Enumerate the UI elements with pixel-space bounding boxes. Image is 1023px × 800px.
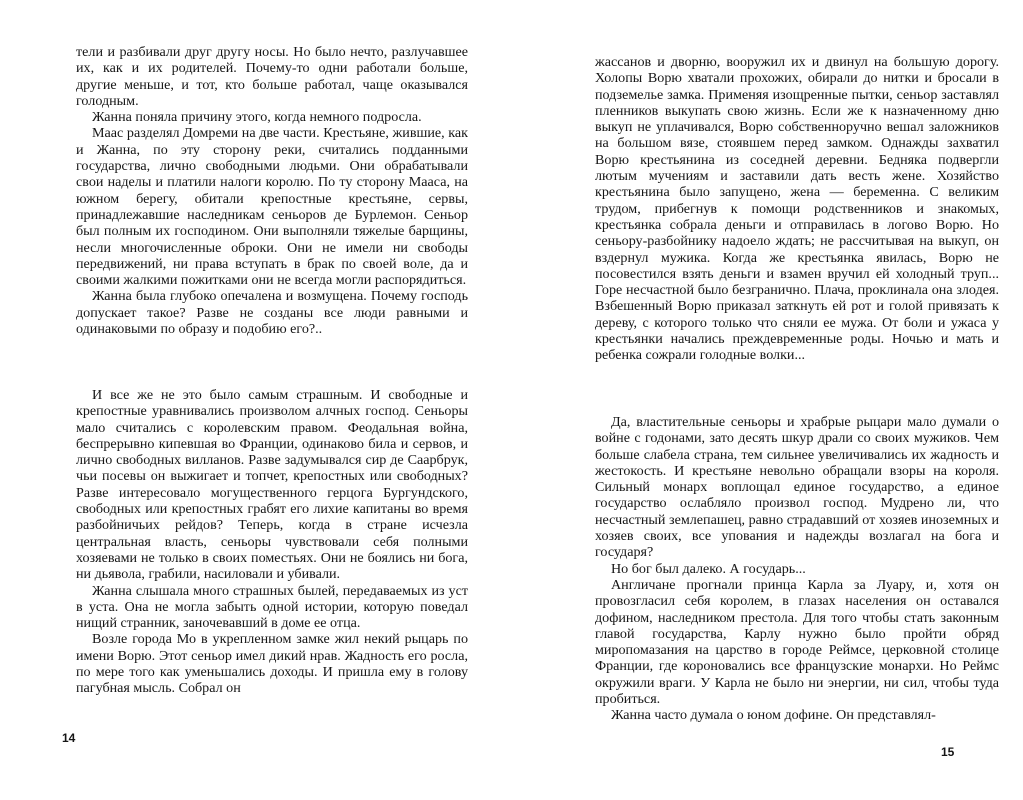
paragraph: Жанна часто думала о юном дофине. Он представлял-	[611, 707, 936, 724]
paragraph: Но бог был далеко. А государь...	[611, 560, 806, 577]
right-page	[511, 0, 1023, 800]
paragraph: Возле города Мо в укрепленном замке жил некий рыцарь по имени Ворю. Этот сеньор имел дикий нрав. Жадность его росла, по мере того как уменьшались доходы. И пришла ему в голову пагубная мысль. Собрал он	[76, 631, 468, 697]
page-number: 15	[941, 745, 955, 759]
paragraph: жассанов и дворню, вооружил их и двинул на большую дорогу. Холопы Ворю хватали прохожих, обирали до нитки и бросали в подземелье замка. Применяя изощренные пытки, сеньор заставлял пленников выкупать свою жизнь. Если же к назначенному дню выкуп не уплачивался, Ворю собственноручно вешал заложников на большом вязе, стоявшем перед замком. Однажды захватил Ворю крестьянина из соседней деревни. Бедняка подвергли лютым мучениям и заставили дать весть жене. Хозяйство крестьянина было запущено, жена — беременна. С великим трудом, прибегнув к помощи родственников и знакомых, крестьянка собрала деньги и отправилась в логово Ворю. Но сеньору-разбойнику надоело ждать; не рассчитывая на выкуп, он вздернул мужика. Когда же крестьянка явилась, Ворю не посовестился взять деньги и взамен вручил ей холодный труп... Горе несчастной было безгранично. Плача, проклинала она злодея. Взбешенный Ворю приказал заткнуть ей рот и голой привязать к дереву, с которого только что сняли ее мужа. От боли и ужаса у крестьянки начались преждевременные роды. Ночью и мать и ребенка сожрали голодные волки...	[595, 54, 999, 364]
right-text-block-2	[595, 414, 999, 724]
paragraph: И все же не это было самым страшным. И свободные и крепостные уравнивались произволом алчных господ. Сеньоры мало считались с королевским правом. Феодальная война, беспрерывно кипевшая во Франции, одинаково била и сервов, и лично свободных вилланов. Разве задумывался сир де Саарбрук, чьи посевы он выжигает и топчет, крепостных или свободных? Разве интересовало могущественного герцога Бургундского, свободных или крепостных грабят его лихие капитаны во время разбойничьих рейдов? Теперь, когда в стране исчезла центральная власть, сеньоры чувствовали себя полными хозяевами не только в своих поместьях. Они не боялись ни бога, ни дьявола, грабили, насиловали и убивали.	[76, 387, 468, 583]
paragraph: Да, властительные сеньоры и храбрые рыцари мало думали о войне с годонами, зато десять шкур драли со своих мужиков. Чем больше слабела страна, тем сильнее увеличивались их жадность и жестокость. И крестьяне невольно обращали взоры на короля. Сильный монарх воплощал единое государство, а единое государство ослабляло произвол господ. Мудрено ли, что несчастный землепашец, равно страдавший от хозяев иноземных и хозяев своих, все упования и надежды возлагал на бога и государя?	[595, 414, 999, 561]
paragraph: Жанна слышала много страшных былей, передаваемых из уст в уста. Она не могла забыть одной истории, которую поведал нищий странник, заночевавший в доме ее отца.	[76, 582, 468, 632]
paragraph: Жанна была глубоко опечалена и возмущена. Почему господь допускает такое? Разве не созданы все люди равными и одинаковыми по образу и подобию его?..	[76, 288, 468, 338]
left-text-block-2	[76, 387, 468, 697]
paragraph: Маас разделял Домреми на две части. Крестьяне, жившие, как и Жанна, по эту сторону реки, считались подданными государства, лично свободными людьми. Они обрабатывали свои наделы и платили налоги королю. По ту сторону Мааса, на южном берегу, обитали крепостные крестьяне, сервы, принадлежавшие наследникам сеньоров де Бурлемон. Сеньор был полным их господином. Они выполняли тяжелые барщины, несли многочисленные оброки. Они не имели ни свободы передвижений, ни права вступать в брак по своей воле, да и своими жалкими пожитками они не всегда могли распорядиться.	[76, 125, 468, 289]
paragraph: тели и разбивали друг другу носы. Но было нечто, разлучавшее их, как и их родителей. Почему-то одни работали больше, другие меньше, и тот, кто больше работал, чаще оказывался голодным.	[76, 44, 468, 109]
right-text-block-1	[595, 54, 999, 364]
page-number: 14	[62, 731, 76, 745]
left-text-block-1	[76, 44, 468, 337]
paragraph: Жанна поняла причину этого, когда немного подросла.	[92, 109, 422, 126]
paragraph: Англичане прогнали принца Карла за Луару, и, хотя он провозгласил себя королем, в глазах населения он оставался дофином, наследником престола. Для того чтобы стать законным главой государства, Карлу нужно было пройти обряд миропомазания на царство в городе Реймсе, церковной столице Франции, где короновались все французские монархи. Но Реймс окружили враги. У Карла не было ни энергии, ни сил, чтобы туда пробиться.	[595, 576, 999, 708]
left-page	[0, 0, 511, 800]
